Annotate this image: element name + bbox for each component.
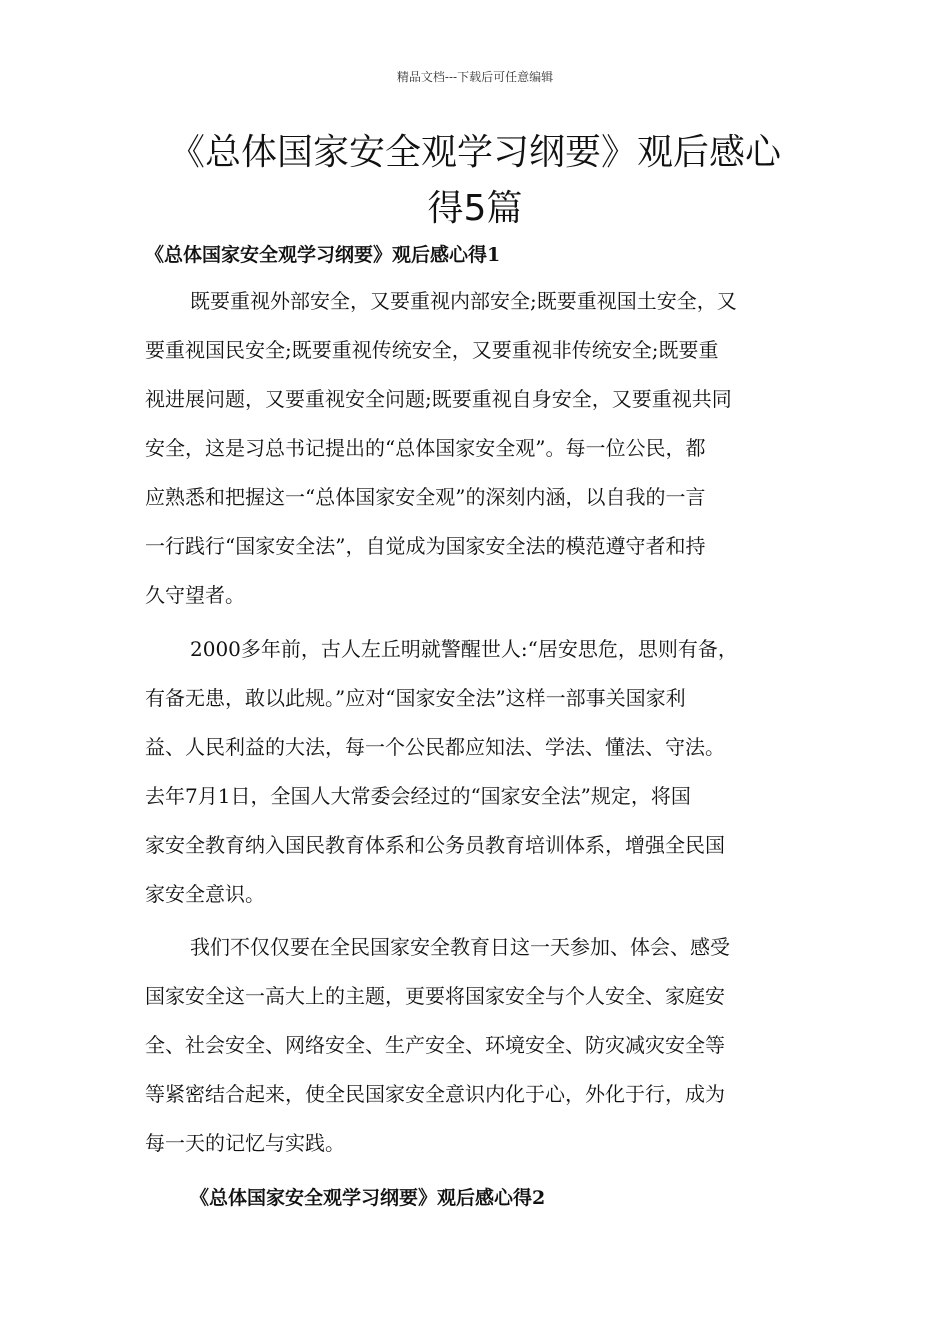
section-heading-2: 《总体国家安全观学习纲要》观后感心得2: [190, 1187, 546, 1209]
paragraph-2: [145, 625, 810, 919]
paragraph-line: 每一天的记忆与实践。: [145, 1131, 345, 1155]
document-title-line-1: 《总体国家安全观学习纲要》观后感心: [168, 132, 781, 173]
paragraph-line: 益、人民利益的大法，每一个公民都应知法、学法、懂法、守法。: [145, 735, 725, 759]
page-header-note: 精品文档---下载后可任意编辑: [396, 70, 554, 84]
paragraph-line: 要重视国民安全;既要重视传统安全，又要重视非传统安全;既要重: [145, 338, 719, 362]
paragraph-line: 有备无患，敢以此规。”应对“国家安全法”这样一部事关国家利: [145, 686, 686, 710]
paragraph-line: 我们不仅仅要在全民国家安全教育日这一天参加、体会、感受: [190, 935, 730, 959]
paragraph-line: 2000多年前，古人左丘明就警醒世人:“居安思危，思则有备，: [190, 637, 738, 661]
paragraph-line: 既要重视外部安全，又要重视内部安全;既要重视国土安全，又: [190, 289, 737, 313]
document-title: [120, 125, 830, 237]
paragraph-line: 家安全意识。: [145, 882, 265, 906]
paragraph-line: 安全，这是习总书记提出的“总体国家安全观”。每一位公民，都: [145, 436, 706, 460]
paragraph-line: 等紧密结合起来，使全民国家安全意识内化于心，外化于行，成为: [145, 1082, 725, 1106]
paragraph-line: 应熟悉和把握这一“总体国家安全观”的深刻内涵，以自我的一言: [145, 485, 706, 509]
paragraph-line: 全、社会安全、网络安全、生产安全、环境安全、防灾减灾安全等: [145, 1033, 725, 1057]
paragraph-line: 家安全教育纳入国民教育体系和公务员教育培训体系，增强全民国: [145, 833, 725, 857]
paragraph-line: 一行践行“国家安全法”，自觉成为国家安全法的模范遵守者和持: [145, 534, 706, 558]
paragraph-line: 久守望者。: [145, 583, 245, 607]
paragraph-line: 视进展问题，又要重视安全问题;既要重视自身安全，又要重视共同: [145, 387, 732, 411]
section-heading-1: 《总体国家安全观学习纲要》观后感心得1: [145, 244, 501, 266]
paragraph-1: [145, 277, 810, 620]
paragraph-3: [145, 923, 810, 1168]
paragraph-line: 国家安全这一高大上的主题，更要将国家安全与个人安全、家庭安: [145, 984, 725, 1008]
document-title-line-2: 得5篇: [427, 188, 523, 229]
paragraph-line: 去年7月1日，全国人大常委会经过的“国家安全法”规定，将国: [145, 784, 691, 808]
